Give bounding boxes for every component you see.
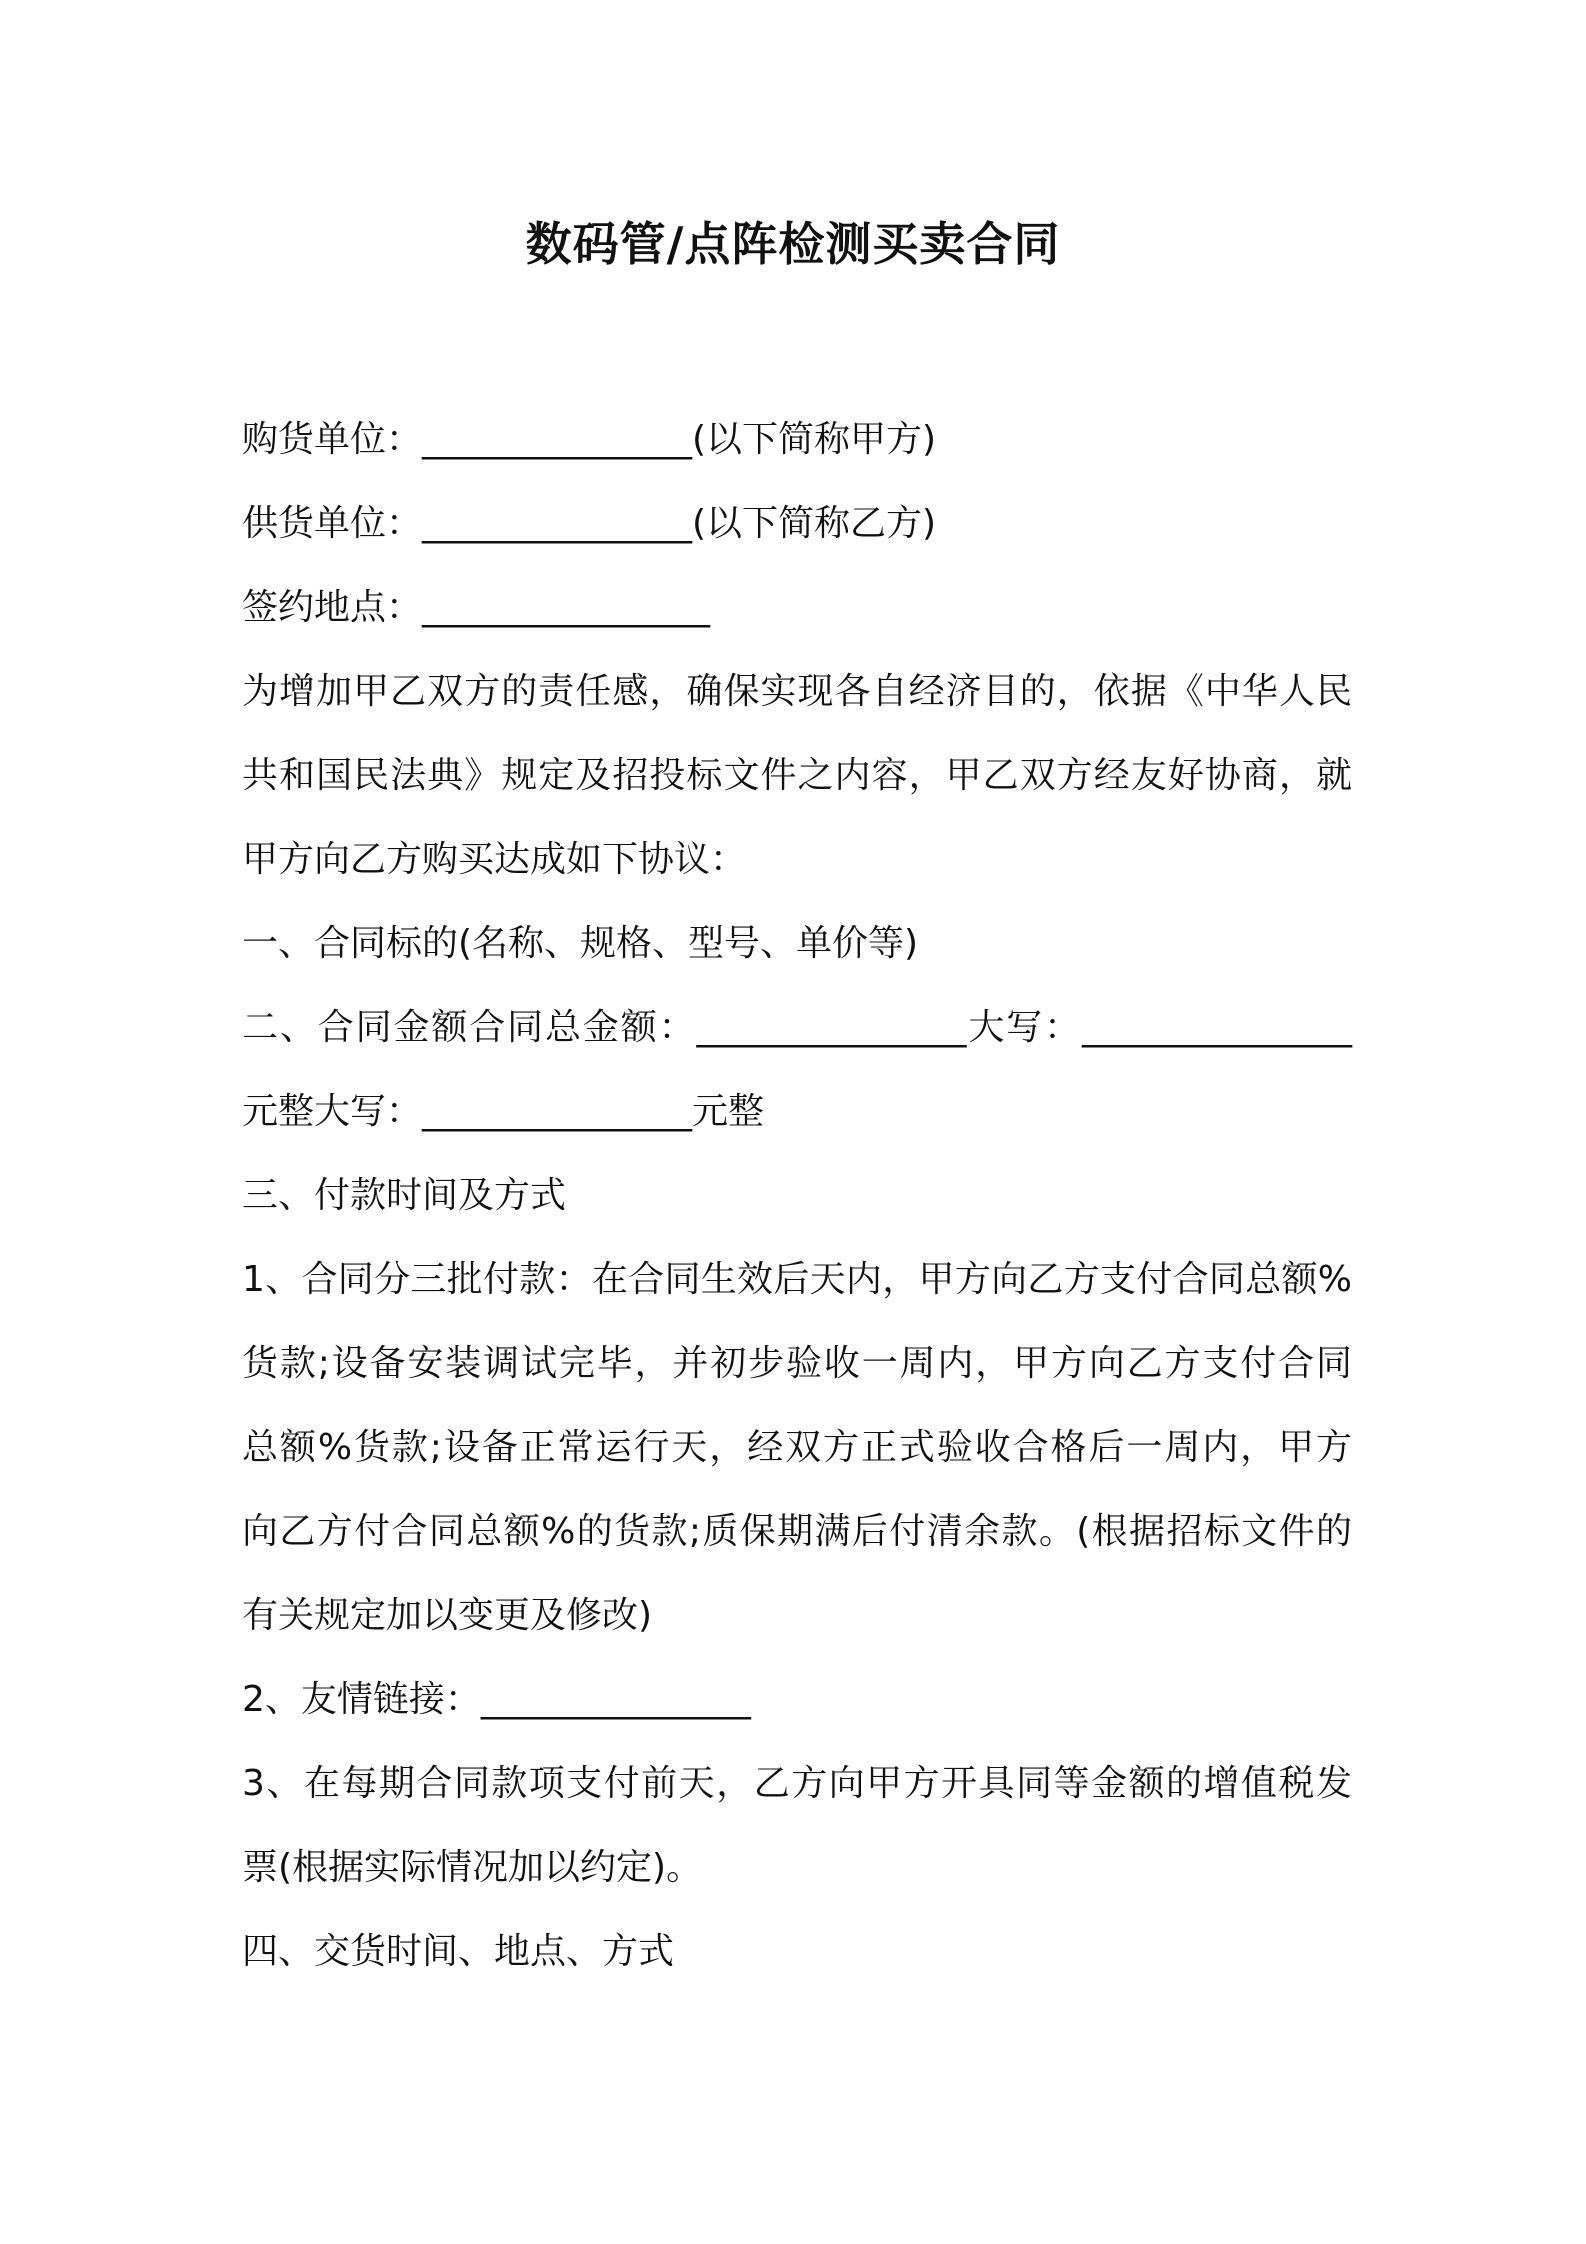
- section-4-heading: 四、交货时间、地点、方式: [242, 1931, 675, 1972]
- preamble-line-3: 甲方向乙方购买达成如下协议：: [242, 839, 747, 880]
- section-3-heading: 三、付款时间及方式: [242, 1175, 567, 1216]
- payment-clause-line-2: 货款;设备安装调试完毕，并初步验收一周内，甲方向乙方支付合同: [242, 1343, 1352, 1384]
- document-title: 数码管/点阵检测买卖合同: [525, 217, 1061, 271]
- section-1-heading: 一、合同标的(名称、规格、型号、单价等): [242, 923, 919, 964]
- contract-amount-line: 二、合同金额合同总金额：_______________大写：_______________: [242, 1007, 1352, 1048]
- preamble-line-1: 为增加甲乙双方的责任感，确保实现各自经济目的，依据《中华人民: [242, 671, 1352, 712]
- signing-place-line: 签约地点：________________: [242, 587, 711, 628]
- link-line: 2、友情链接：_______________: [242, 1679, 751, 1720]
- payment-clause-line-3: 总额%货款;设备正常运行天，经双方正式验收合格后一周内，甲方: [242, 1427, 1352, 1468]
- buyer-line: 购货单位：_______________(以下简称甲方): [242, 419, 937, 460]
- invoice-clause-line-2: 票(根据实际情况加以约定)。: [242, 1847, 703, 1888]
- supplier-line: 供货单位：_______________(以下简称乙方): [242, 503, 937, 544]
- amount-in-words-line: 元整大写：_______________元整: [242, 1091, 765, 1132]
- payment-clause-line-5: 有关规定加以变更及修改): [242, 1595, 653, 1636]
- payment-clause-line-4: 向乙方付合同总额%的货款;质保期满后付清余款。(根据招标文件的: [242, 1511, 1352, 1552]
- invoice-clause-line-1: 3、在每期合同款项支付前天，乙方向甲方开具同等金额的增值税发: [242, 1763, 1352, 1804]
- payment-clause-line-1: 1、合同分三批付款：在合同生效后天内，甲方向乙方支付合同总额%: [242, 1259, 1352, 1300]
- preamble-line-2: 共和国民法典》规定及招投标文件之内容，甲乙双方经友好协商，就: [242, 755, 1352, 796]
